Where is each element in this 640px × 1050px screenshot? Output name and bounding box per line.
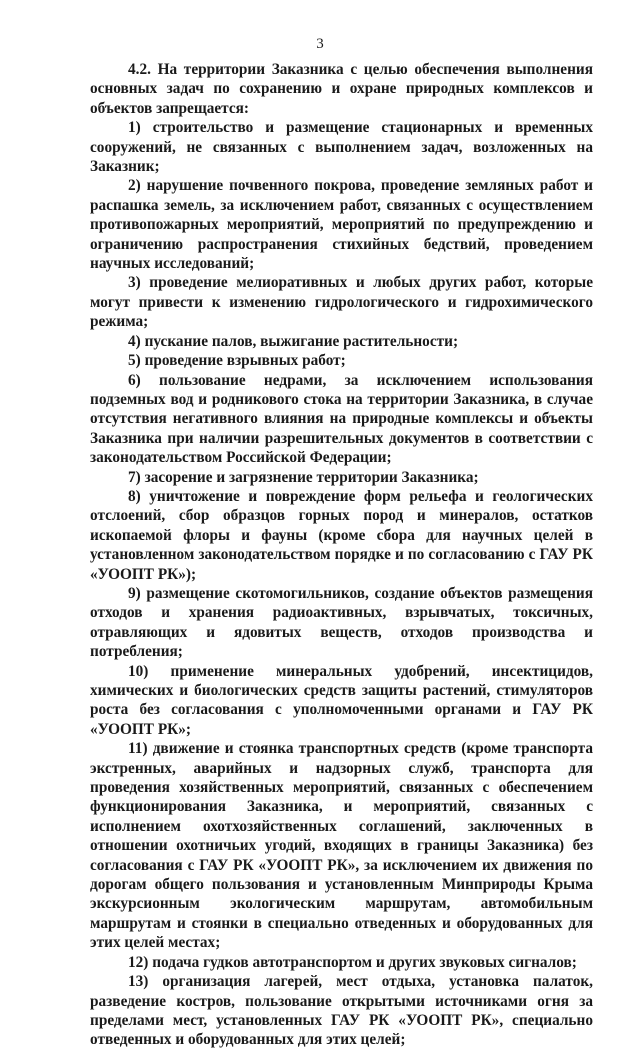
list-item-7: 7) засорение и загрязнение территории Заказника; [128,468,479,486]
list-item-3: 3) проведение мелиоративных и любых других работ, которые могут привести к изменению гидрологического и гидрохимического режима; [90,274,593,331]
section-intro-paragraph [90,60,593,118]
list-item-2: 2) нарушение почвенного покрова, проведение земляных работ и распашка земель, за исключением работ, связанных с осуществлением противопожарных мероприятий, мероприятий по предупреждению и ограничению распространения стихийных бедствий, проведением научных исследований; [90,177,593,273]
list-item-12: 12) подача гудков автотранспортом и других звуковых сигналов; [128,953,577,971]
list-item-6: 6) пользование недрами, за исключением использования подземных вод и родникового стока на территории Заказника, в случае отсутствия негативного влияния на природные комплексы и объекты Заказника при наличии разрешительных документов в соответствии с законодательством Российской Федерации; [90,371,593,467]
list-item-5: 5) проведение взрывных работ; [128,352,346,370]
list-item-8: 8) уничтожение и повреждение форм рельефа и геологических отслоений, сбор образцов горных пород и минералов, остатков ископаемой флоры и фауны (кроме сбора для научных целей в установленном законодательством порядке и по согласованию с ГАУ РК «УООПТ РК»); [90,487,593,583]
list-item-10: 10) применение минеральных удобрений, инсектицидов, химических и биологических средств защиты растений, стимуляторов роста без согласования с уполномоченными органами и ГАУ РК «УООПТ РК»; [90,662,593,738]
section-intro-bold: запрещается: [156,99,250,117]
page-number: 3 [316,36,324,52]
list-item-11: 11) движение и стоянка транспортных средств (кроме транспорта экстренных, аварийных и надзорных служб, транспорта для проведения хозяйственных мероприятий, связанных с обеспечением функционирования Заказника, и мероприятий, связанных с исполнением охотхозяйственных соглашений, заключенных в отношении охотничьих угодий, входящих в границы Заказника) без согласования с ГАУ РК «УООПТ РК», за исключением их движения по дорогам общего пользования и установленным Минприроды Крыма экскурсионным экологическим маршрутам, автомобильным маршрутам и стоянки в специально отведенных и оборудованных для этих целей местах; [90,740,593,952]
list-item-9: 9) размещение скотомогильников, создание объектов размещения отходов и хранения радиоактивных, взрывчатых, токсичных, отравляющих и ядовитых веществ, отходов производства и потребления; [90,584,593,661]
list-item-1: 1) строительство и размещение стационарных и временных сооружений, не связанных с выполнением задач, возложенных на Заказник; [90,119,593,176]
list-item-13: 13) организация лагерей, мест отдыха, установка палаток, разведение костров, пользование открытыми источниками огня за пределами мест, установленных ГАУ РК «УООПТ РК», специально отведенных и оборудованных для этих целей; [90,973,593,1049]
document-body [90,60,593,1050]
section-intro-text: 4.2. На территории Заказника с целью обеспечения выполнения основных задач по сохранению и охране природных комплексов и объектов [90,61,593,117]
list-item-4: 4) пускание палов, выжигание растительности; [128,332,459,350]
